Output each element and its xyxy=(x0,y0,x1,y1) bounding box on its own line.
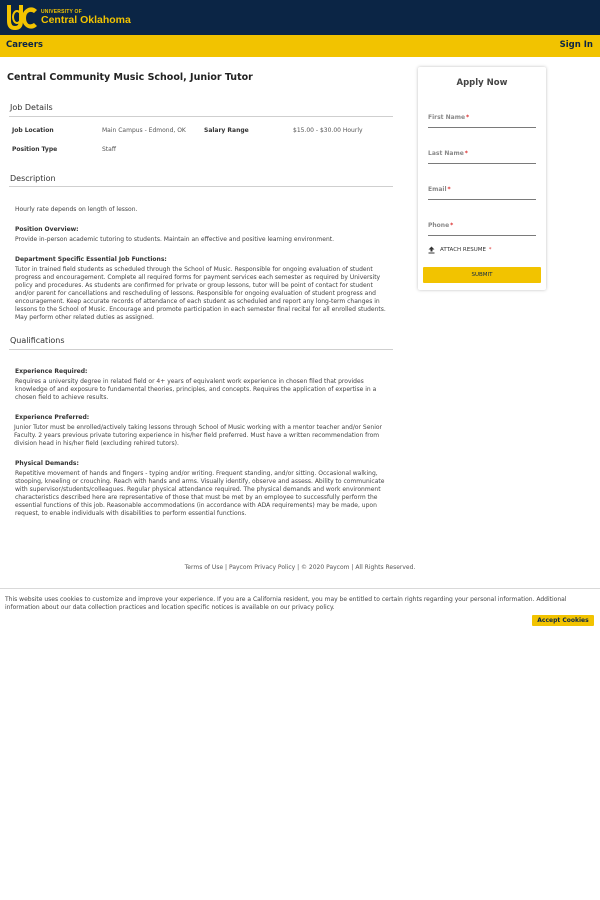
top-header xyxy=(0,0,600,35)
uco-logo-mark xyxy=(4,2,38,33)
job-location-label: Job Location xyxy=(12,127,54,134)
phone-label-text: Phone xyxy=(428,222,450,229)
sign-in-link[interactable]: Sign In xyxy=(559,40,593,50)
logo-central-oklahoma: Central Oklahoma xyxy=(41,14,131,26)
experience-required-text: Requires a university degree in related field or 4+ years of equivalent work experience in chosen filed that provides knowledge of and exposure to fundamental theories, principles, and concepts. Requires the application of expertise in a chosen field to achieve results. xyxy=(15,378,377,401)
experience-preferred-text: Junior Tutor must be enrolled/actively taking lessons through School of Music working with a mentor teacher and/or Senior Faculty. 2 years previous private tutoring experience in his/her field preferred. Must have a written recommendation from division head in his/her field (excluding rehired tutors). xyxy=(14,424,382,447)
required-asterisk: * xyxy=(450,222,454,229)
required-asterisk: * xyxy=(466,114,470,121)
required-asterisk: * xyxy=(464,150,468,157)
first-name-field[interactable] xyxy=(428,112,536,128)
accept-cookies-button[interactable]: Accept Cookies xyxy=(532,615,594,626)
copyright-text: | © 2020 Paycom | All Rights Reserved. xyxy=(295,564,416,571)
page-title: Central Community Music School, Junior Tutor xyxy=(7,72,253,83)
physical-demands-text: Repetitive movement of hands and fingers - typing and/or writing. Frequent standing, and/or sitting. Occasional walking, stooping, kneeling or crouching. Reach with hands and arms. Visually identify, observe and assess. Ability to communicate with supervisor/students/colleagues. Regular physical attendance required. The physical demands and work environment characteristics described here are representative of those that must be met by an employee to successfully perform the essential functions of this job. Reasonable accommodations (in accordance with ADA requirements) may be made, upon request, to enable individuals with disabilities to perform essential functions. xyxy=(15,470,385,517)
apply-now-heading: Apply Now xyxy=(456,78,508,88)
job-functions-text: Tutor in trained field students as scheduled through the School of Music. Responsible for ongoing evaluation of student progress and encouragement. Complete all required forms for payment services each semester as required by University policy and procedures. As students are confirmed for private or group lessons, tutor will be point of contact for student and/or parent for cancellations and rescheduling of lessons. Responsible for ongoing evaluation of student progress and encouragement. Keep accurate records of attendance of each student as scheduled and report any long-term changes in lessons to the School of Music. Encourage and promote participation in each semester final recital for all enrolled students. May perform other related duties as assigned. xyxy=(15,266,386,321)
position-overview-text: Provide in-person academic tutoring to students. Maintain an effective and positive learning environment. xyxy=(15,236,335,243)
uco-logo[interactable] xyxy=(4,2,131,33)
email-label xyxy=(428,186,451,193)
attach-resume-button[interactable] xyxy=(428,245,491,255)
footer-separator: | xyxy=(223,564,229,571)
job-functions-heading: Department Specific Essential Job Functions: xyxy=(15,256,167,263)
first-name-label-text: First Name xyxy=(428,114,466,121)
nav-bar xyxy=(0,35,600,57)
email-field[interactable] xyxy=(428,184,536,200)
page-footer xyxy=(0,564,600,571)
job-location-value: Main Campus - Edmond, OK xyxy=(102,127,186,134)
qualifications-divider xyxy=(9,349,393,350)
submit-button[interactable]: SUBMIT xyxy=(423,267,541,283)
experience-required-heading: Experience Required: xyxy=(15,368,88,375)
cookie-notice-text: This website uses cookies to customize and improve your experience. If you are a California resident, you may be entitled to certain rights regarding your personal information. Additional information about our data collection practices and location specific notices is available on our privacy policy. xyxy=(5,596,567,611)
attach-resume-text: ATTACH RESUME xyxy=(440,247,486,253)
last-name-label-text: Last Name xyxy=(428,150,464,157)
position-type-label: Position Type xyxy=(12,146,58,153)
first-name-label xyxy=(428,114,469,121)
phone-label xyxy=(428,222,453,229)
phone-field[interactable] xyxy=(428,220,536,236)
email-label-text: Email xyxy=(428,186,447,193)
position-type-value: Staff xyxy=(102,146,116,153)
experience-preferred-heading: Experience Preferred: xyxy=(15,414,90,421)
salary-range-value: $15.00 - $30.00 Hourly xyxy=(293,127,363,134)
privacy-policy-link[interactable]: Paycom Privacy Policy xyxy=(228,564,296,571)
qualifications-heading: Qualifications xyxy=(10,336,65,345)
job-details-heading: Job Details xyxy=(10,103,53,112)
required-asterisk: * xyxy=(488,247,492,253)
terms-of-use-link[interactable]: Terms of Use xyxy=(184,564,224,571)
last-name-field[interactable] xyxy=(428,148,536,164)
cookie-banner xyxy=(0,588,600,630)
upload-icon xyxy=(428,246,435,254)
physical-demands-heading: Physical Demands: xyxy=(15,460,79,467)
careers-link[interactable]: Careers xyxy=(6,40,43,50)
description-intro: Hourly rate depends on length of lesson. xyxy=(15,206,138,213)
description-heading: Description xyxy=(10,174,56,183)
salary-range-label: Salary Range xyxy=(204,127,249,134)
attach-resume-label xyxy=(440,247,491,253)
position-overview-heading: Position Overview: xyxy=(15,226,79,233)
description-divider xyxy=(9,186,393,187)
last-name-label xyxy=(428,150,468,157)
apply-card xyxy=(418,67,546,290)
required-asterisk: * xyxy=(447,186,451,193)
logo-university-of: UNIVERSITY OF xyxy=(41,9,82,15)
job-details-divider xyxy=(9,116,393,117)
